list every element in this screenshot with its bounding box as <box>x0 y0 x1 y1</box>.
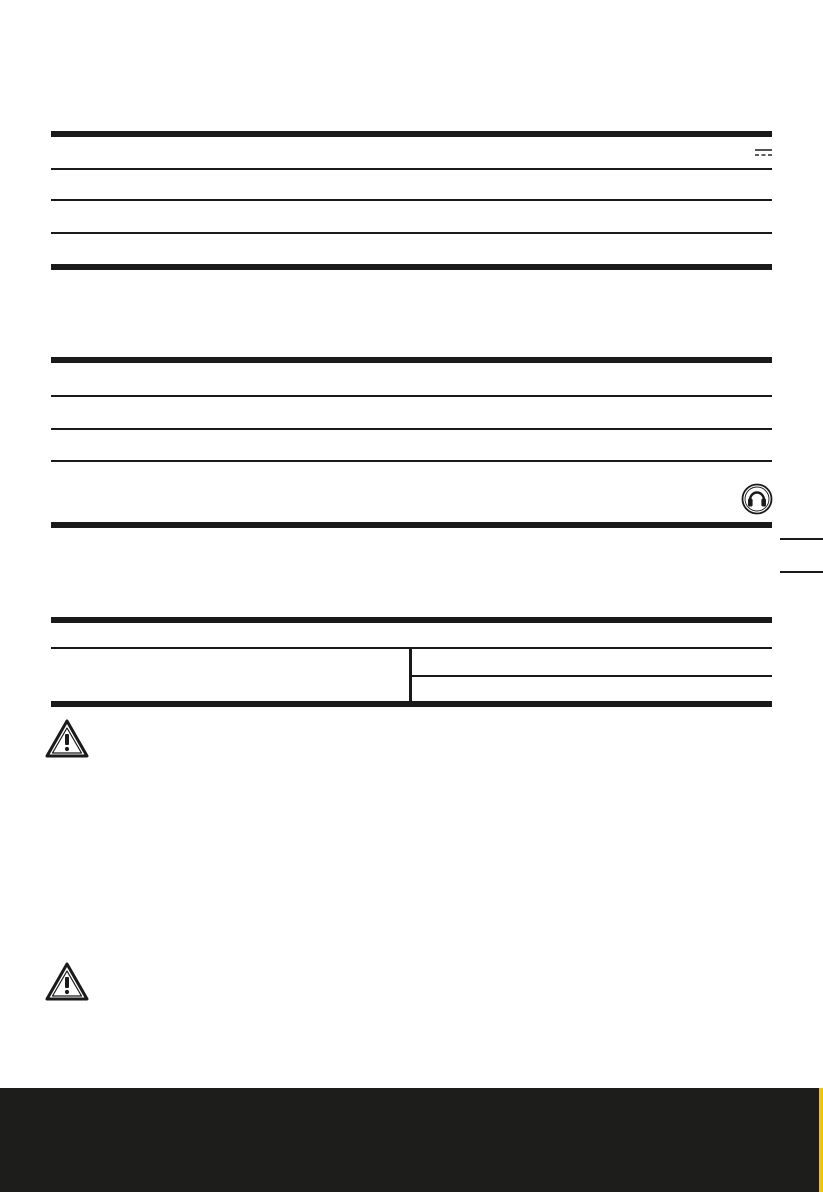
warning-triangle-icon <box>45 719 89 759</box>
warning-triangle-icon <box>45 962 89 1002</box>
table-row-divider <box>409 675 772 677</box>
page-number <box>0 1088 823 1192</box>
table-row-divider <box>51 168 772 170</box>
ear-protection-icon <box>741 483 773 515</box>
table-bottom-rule <box>51 701 772 707</box>
side-tab-marker <box>780 538 823 540</box>
table-top-rule <box>51 617 772 623</box>
direct-current-icon <box>754 146 773 158</box>
table-bottom-rule <box>51 264 772 270</box>
table-row-divider <box>51 395 772 397</box>
table-row-divider <box>51 232 772 234</box>
table-bottom-rule <box>51 522 772 528</box>
table-row-divider <box>51 199 772 201</box>
table-row-divider <box>51 460 772 462</box>
table-top-rule <box>51 131 772 137</box>
table-row-divider <box>51 428 772 430</box>
side-tab-marker <box>780 571 823 573</box>
table-top-rule <box>51 357 772 363</box>
